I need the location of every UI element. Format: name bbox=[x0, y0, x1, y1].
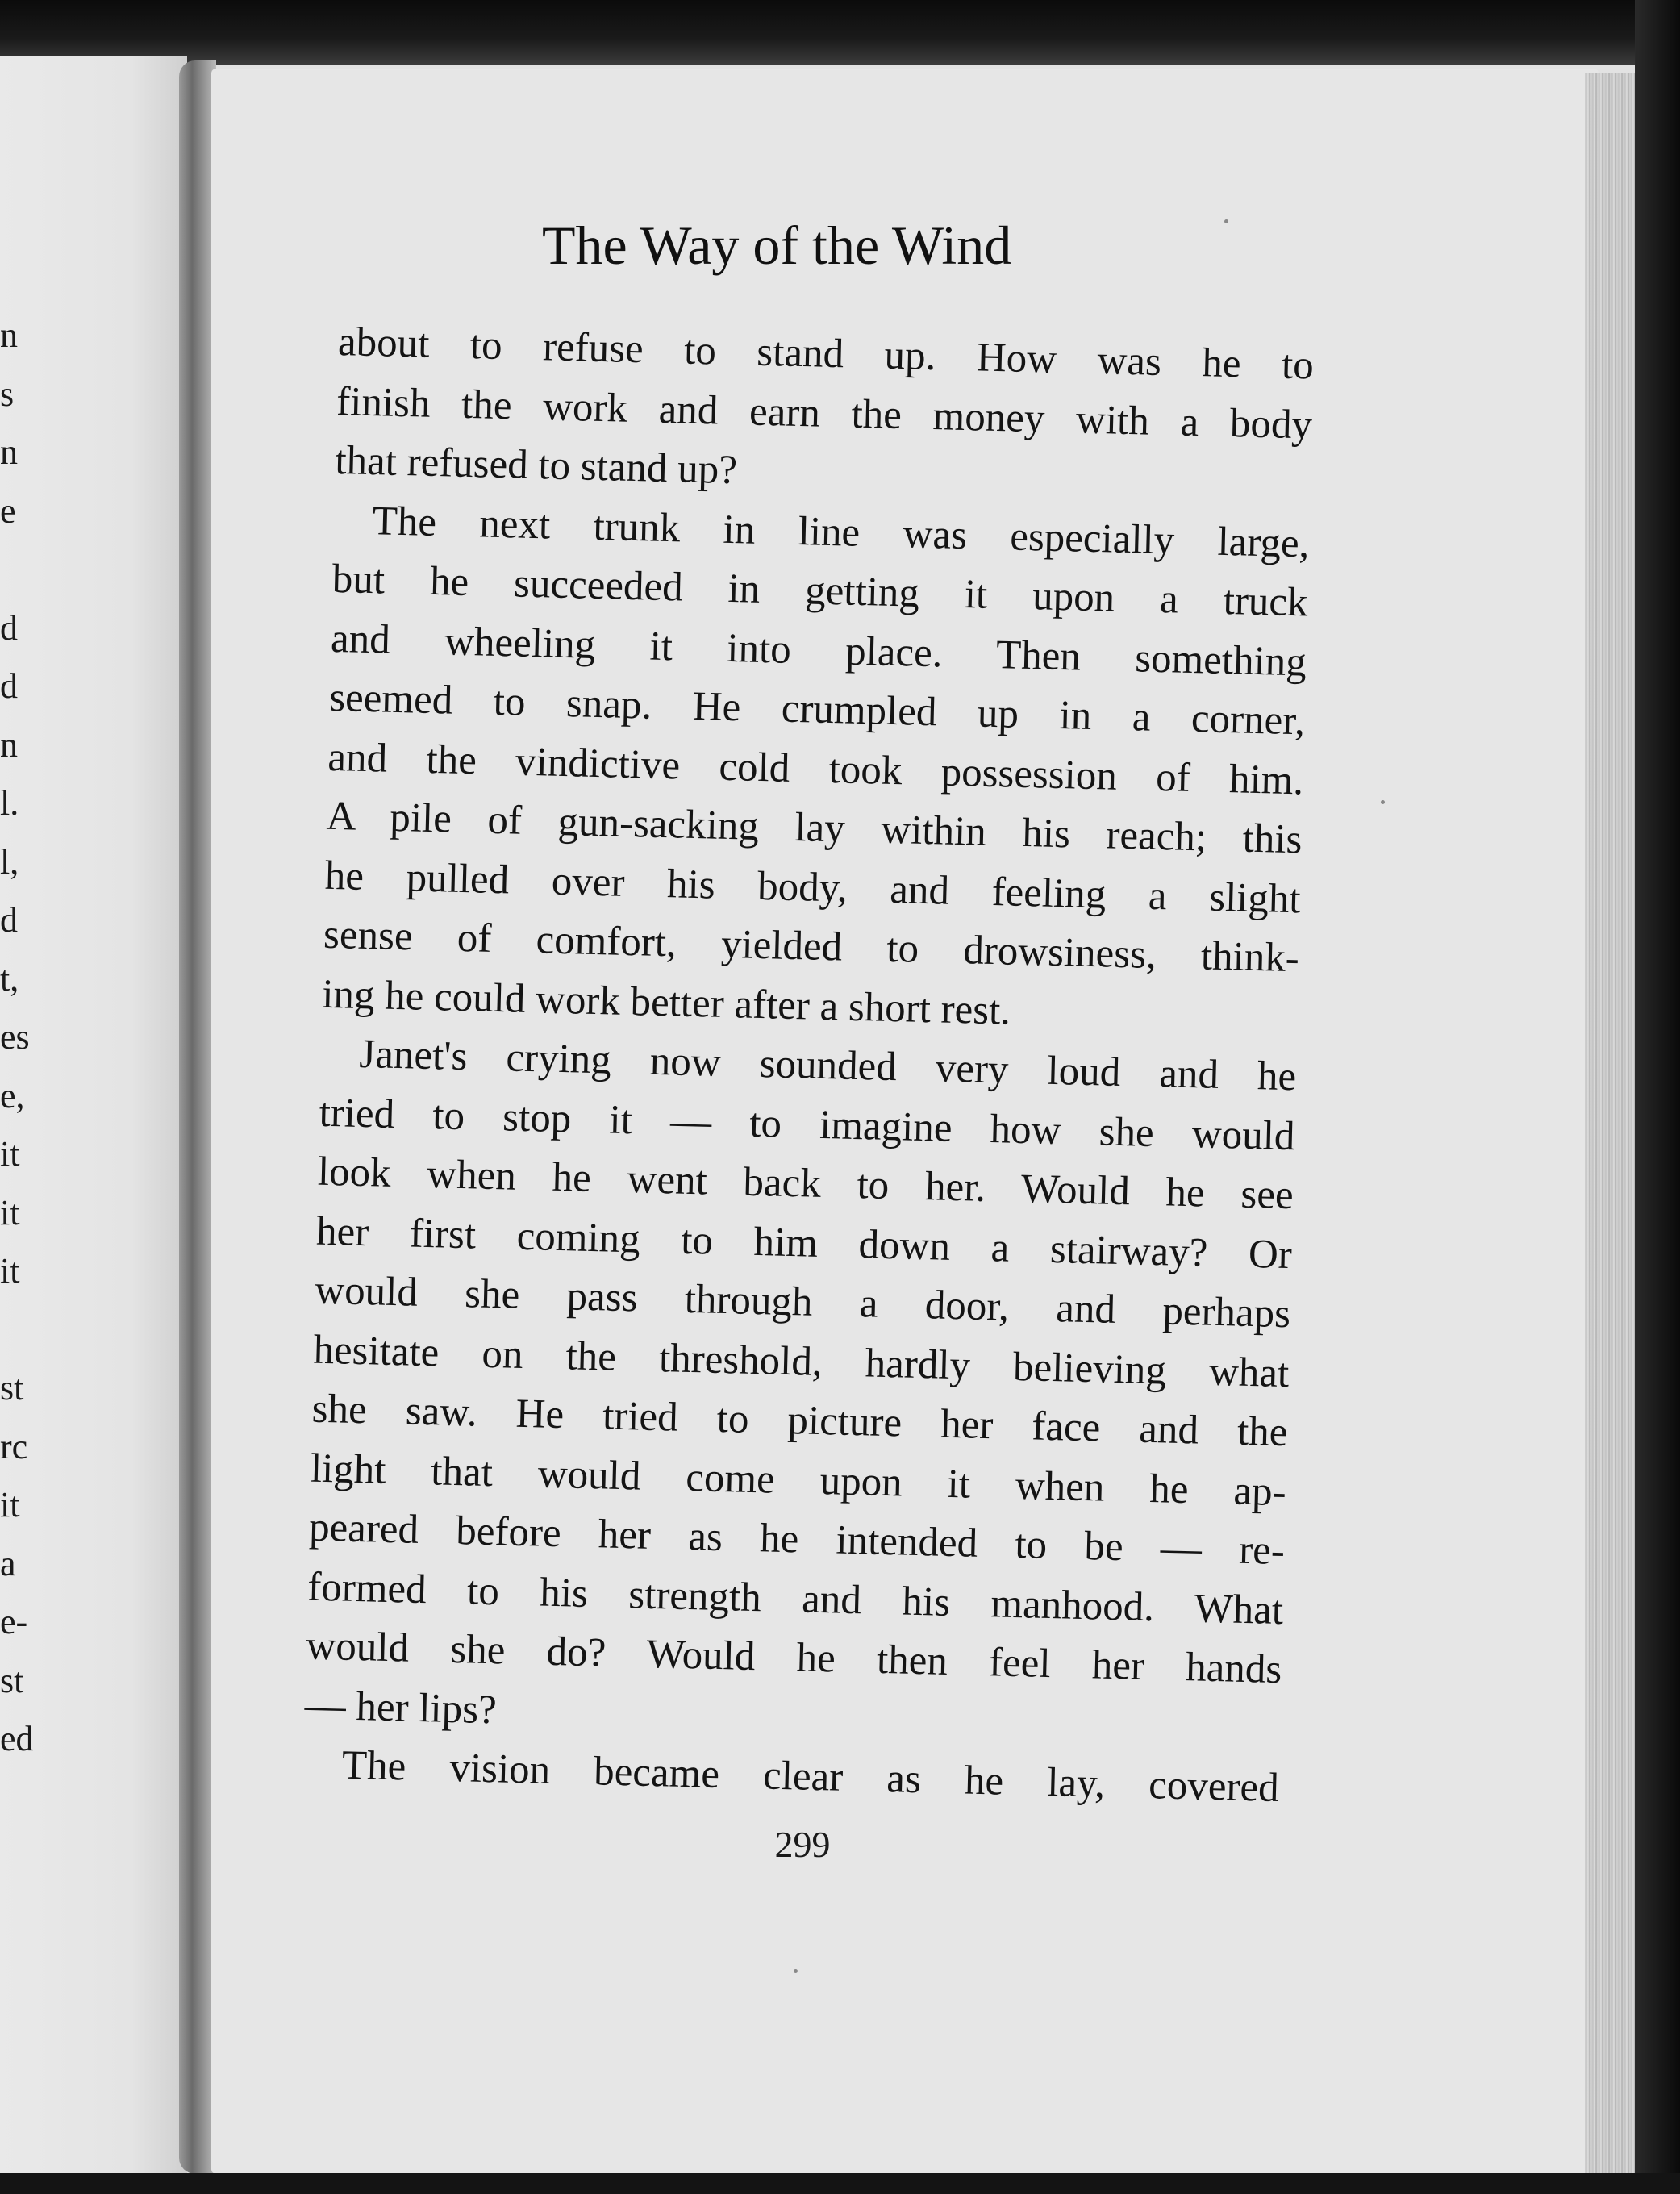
left-page-fragment: st bbox=[0, 1660, 24, 1700]
left-page-fragment: l. bbox=[0, 783, 19, 823]
text-line: but he succeeded in getting it upon a truck bbox=[331, 556, 1309, 626]
left-page-fragment: n bbox=[0, 315, 18, 355]
page-edges bbox=[1585, 73, 1635, 2178]
left-page-fragment bbox=[0, 540, 48, 599]
scanner-border-top bbox=[0, 0, 1680, 65]
text-line: The vision became clear as he lay, covered bbox=[341, 1742, 1280, 1812]
left-page-fragment: it bbox=[0, 1485, 20, 1525]
speck bbox=[1381, 800, 1385, 804]
left-page-fragment: a bbox=[0, 1543, 16, 1583]
left-page-fragment: n bbox=[0, 724, 18, 765]
text-line: about to refuse to stand up. How was he to bbox=[337, 319, 1315, 389]
text-line: her first coming to him down a stairway? Or bbox=[315, 1208, 1293, 1278]
text-line: seemed to snap. He crumpled up in a corner, bbox=[328, 674, 1306, 745]
left-page-fragment: rc bbox=[0, 1426, 28, 1466]
left-page-text-fragments bbox=[0, 307, 48, 1769]
left-page-fragment: e- bbox=[0, 1602, 28, 1641]
page-number: 299 bbox=[774, 1824, 831, 1865]
body-text bbox=[302, 313, 1315, 1819]
text-line: peared before her as he intended to be — re- bbox=[308, 1504, 1286, 1575]
text-line: sense of comfort, yielded to drowsiness, think- bbox=[323, 911, 1300, 982]
running-header: The Way of the Wind bbox=[542, 215, 1012, 276]
text-line: formed to his strength and his manhood. What bbox=[306, 1564, 1284, 1633]
text-line: that refused to stand up? bbox=[334, 437, 738, 494]
speck bbox=[1224, 219, 1228, 223]
scanner-border-bottom bbox=[0, 2173, 1680, 2194]
text-line: he pulled over his body, and feeling a slight bbox=[324, 853, 1302, 922]
text-line: tried to stop it — to imagine how she would bbox=[319, 1090, 1296, 1159]
left-page-fragment bbox=[0, 1301, 48, 1360]
left-page-fragment: l, bbox=[0, 841, 19, 882]
text-line: — her lips? bbox=[304, 1682, 498, 1733]
text-line: A pile of gun-sacking lay within his reach; this bbox=[326, 793, 1303, 863]
text-line: hesitate on the threshold, hardly believing what bbox=[312, 1327, 1290, 1396]
text-line: and the vindictive cold took possession of him. bbox=[327, 734, 1304, 803]
speck bbox=[794, 1969, 798, 1973]
left-page-fragment: it bbox=[0, 1134, 20, 1174]
left-page-fragment: t, bbox=[0, 958, 19, 999]
scanner-border-right bbox=[1635, 0, 1680, 2194]
left-page-fragment: e, bbox=[0, 1075, 25, 1116]
left-page-fragment: ed bbox=[0, 1719, 34, 1758]
left-page-fragment: it bbox=[0, 1192, 20, 1233]
left-page-fragment: st bbox=[0, 1368, 24, 1408]
text-line: would she pass through a door, and perhaps bbox=[314, 1267, 1291, 1337]
text-line: look when he went back to her. Would he see bbox=[317, 1149, 1294, 1219]
text-line: Janet's crying now sounded very loud and he bbox=[358, 1031, 1297, 1100]
text-line: would she do? Would he then feel her hands bbox=[305, 1623, 1282, 1693]
text-line: ing he could work better after a short rest. bbox=[321, 971, 1011, 1034]
left-page-fragment: e bbox=[0, 490, 16, 531]
text-line: light that would come upon it when he ap- bbox=[310, 1445, 1287, 1515]
text-line: The next trunk in line was especially large, bbox=[372, 498, 1311, 566]
left-page-fragment: d bbox=[0, 900, 18, 940]
left-page-fragment: n bbox=[0, 432, 18, 472]
text-line: finish the work and earn the money with a body bbox=[336, 378, 1313, 448]
left-page-fragment: d bbox=[0, 666, 18, 706]
text-line: and wheeling it into place. Then something bbox=[330, 615, 1307, 685]
left-page-fragment: d bbox=[0, 607, 18, 648]
text-line: she saw. He tried to picture her face and the bbox=[311, 1386, 1289, 1456]
left-page-fragment: es bbox=[0, 1017, 30, 1057]
left-page-fragment: it bbox=[0, 1251, 20, 1291]
left-page-fragment: s bbox=[0, 373, 15, 414]
